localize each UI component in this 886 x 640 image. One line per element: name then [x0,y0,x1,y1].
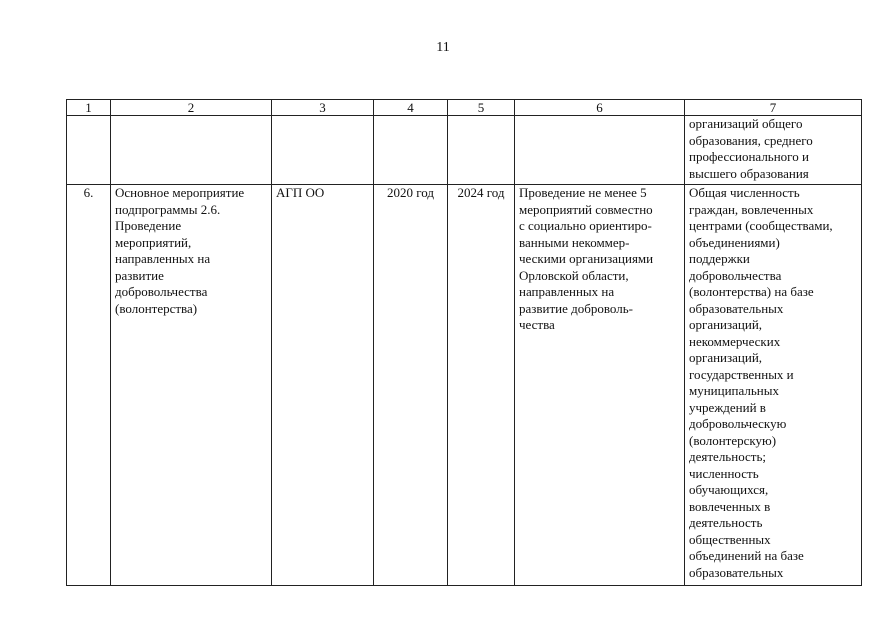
header-col-5: 5 [448,100,515,116]
header-col-1: 1 [67,100,111,116]
cont-cell-5 [448,116,515,185]
header-col-2: 2 [111,100,272,116]
cont-cell-1 [67,116,111,185]
row-number: 6. [67,185,111,586]
page-number: 11 [436,40,450,55]
end-year: 2024 год [448,185,515,586]
expected-result: Проведение не менее 5 мероприятий совместно с социально ориентиро- ванными некоммер- ческими организациями Орловской области, направленных на развитие доброволь- чества [515,185,685,586]
header-col-3: 3 [272,100,374,116]
program-table [66,99,862,586]
header-col-4: 4 [374,100,448,116]
cont-cell-2 [111,116,272,185]
start-year: 2020 год [374,185,448,586]
header-row [67,100,862,116]
header-col-7: 7 [685,100,862,116]
executor: АГП ОО [272,185,374,586]
header-col-6: 6 [515,100,685,116]
cont-cell-7: организаций общего образования, среднего профессионального и высшего образования [685,116,862,185]
continuation-row [67,116,862,185]
table-row [67,185,862,586]
cont-cell-6 [515,116,685,185]
cont-cell-4 [374,116,448,185]
indicators: Общая численность граждан, вовлеченных центрами (сообществами, объединениями) поддержки добровольчества (волонтерства) на базе образовательных организаций, некоммерческих организаций, государственных и муниципальных учреждений в добровольческую (волонтерскую) деятельность; численность обучающихся, вовлеченных в деятельность общественных объединений на базе образовательных [685,185,862,586]
cont-cell-3 [272,116,374,185]
activity-name: Основное мероприятие подпрограммы 2.6. Проведение мероприятий, направленных на развитие добровольчества (волонтерства) [111,185,272,586]
